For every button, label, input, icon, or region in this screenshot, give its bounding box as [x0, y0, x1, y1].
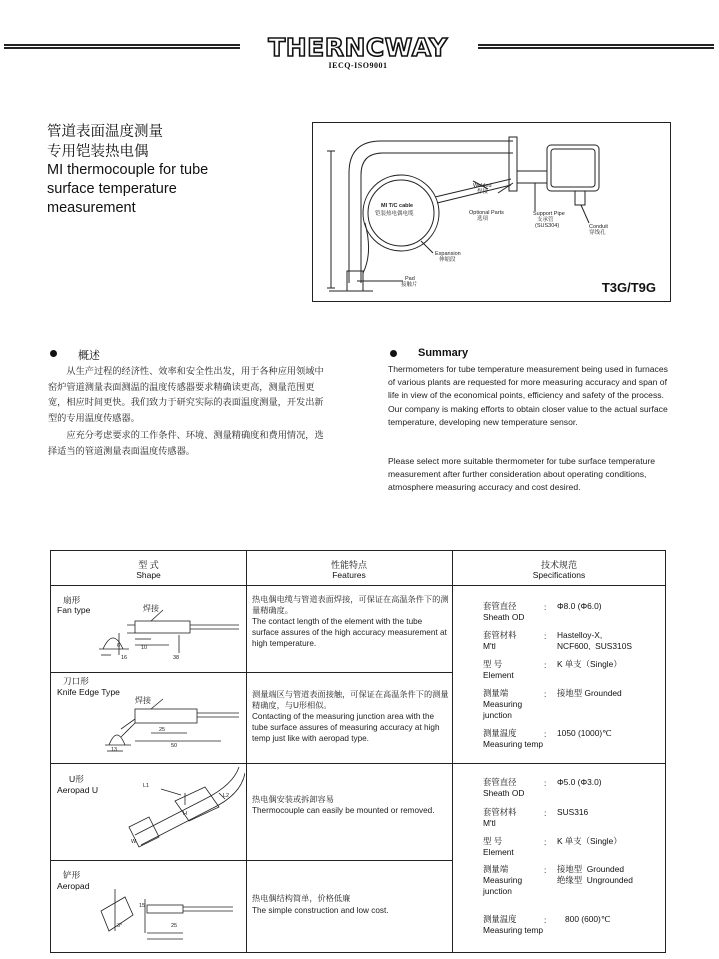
spec-value: Φ8.0 (Φ6.0) [557, 601, 602, 611]
spec-value: 接地型 Grounded 绝缘型 Ungrounded [557, 864, 633, 885]
spec-label-en: M'tl [483, 641, 496, 651]
spec-colon: : [544, 660, 547, 670]
summary-en-para1: Thermometers for tube temperature measurement being used in furnaces of various plants are requested for more measuring accuracy and span of life in view of the economical points, efficiency and safety of the process. Our company is making efforts to obtain closer value to the actual surface temperature, developing new temperature sensor. [388, 364, 668, 427]
spec-label-en: Element [483, 670, 514, 680]
aeropad-drawing [95, 871, 235, 951]
spec-colon: : [544, 602, 547, 612]
dim-label: H [183, 811, 187, 817]
spec-colon: : [544, 808, 547, 818]
dim-label: 13 [111, 747, 118, 753]
label-cable-cn: 铠装热电偶电缆 [375, 211, 414, 217]
spec-label-cn: 型 号 [483, 836, 503, 846]
spec-label-cn: 测量温度 [483, 728, 517, 738]
features-knife-en: Contacting of the measuring junction area with the tube surface assures of measuring accuracy at high temp just like with aeropad type. [252, 712, 440, 743]
header-rule-left [4, 44, 240, 49]
features-aeropad-en: The simple construction and low cost. [252, 906, 389, 915]
spec-value: Hastelloy-X, NCF600, SUS310S [557, 630, 632, 651]
shape-aeropad-cn: 铲形 [63, 870, 81, 880]
title-en-line1: MI thermocouple for tube [47, 162, 209, 178]
shape-fan-en: Fan type [57, 605, 91, 615]
spec-label-cn: 测量端 [483, 864, 509, 874]
spec-label-cn: 测量温度 [483, 914, 517, 924]
spec-label-en: Element [483, 847, 514, 857]
spec-colon: : [544, 778, 547, 788]
dim-label: L2 [223, 793, 230, 799]
dim-label: 焊接 [135, 696, 151, 705]
title-cn-line1: 管道表面温度测量 [47, 124, 163, 140]
label-pad-cn: 接触片 [401, 282, 418, 288]
label-welded-en: Welded [473, 183, 492, 189]
dim-label: L1 [143, 783, 150, 789]
spec-label-cn: 测量端 [483, 688, 509, 698]
label-expansion-en: Expansion [435, 251, 461, 257]
features-fan-cn: 热电偶电缆与管道表面焊接，可保证在高温条件下的测量精确度。 [252, 595, 449, 615]
label-cable-en: MI T/C cable [381, 203, 414, 209]
dim-label: 15 [139, 903, 146, 909]
dim-label: 25 [159, 727, 166, 733]
col-divider [452, 551, 453, 952]
brand-logo: THERNCWAY [268, 33, 448, 62]
spec-colon: : [544, 915, 547, 925]
shape-aeropad-u-cn: U形 [69, 774, 84, 784]
row-divider [51, 672, 452, 673]
dim-label: 50 [171, 743, 178, 749]
header-features-en: Features [332, 570, 366, 580]
row-divider [51, 585, 665, 586]
spec-value: K 单支（Single） [557, 836, 622, 846]
spec-value: Φ5.0 (Φ3.0) [557, 777, 602, 787]
spec-label-cn: 型 号 [483, 659, 503, 669]
spec-value: SUS316 [557, 807, 589, 817]
header-spec-cn: 技术规范 [540, 560, 577, 570]
label-conduit-en: Conduit [589, 224, 608, 230]
label-optional-en: Optional Parts [469, 210, 504, 216]
title-en-line2: surface temperature [47, 181, 177, 197]
spec-label-en: Measuring temp [483, 925, 544, 935]
spec-colon: : [544, 729, 547, 739]
spec-value: 接地型 Grounded [557, 688, 622, 698]
dim-label: 6 [117, 643, 121, 649]
summary-cn-heading: 概述 [78, 350, 100, 362]
features-aeropad-u-cn: 热电偶安装或拆卸容易 [252, 795, 334, 804]
dim-label: 焊接 [143, 604, 159, 613]
dim-label: 16 [121, 655, 128, 661]
model-number: T3G/T9G [601, 280, 656, 295]
col-divider [246, 551, 247, 952]
shape-aeropad-u-en: Aeropad U [57, 785, 99, 795]
header-features-cn: 性能特点 [330, 560, 367, 570]
spec-colon: : [544, 837, 547, 847]
header-spec-en: Specifications [532, 570, 586, 580]
features-aeropad-cn: 热电偶结构简单，价格低廉 [252, 894, 351, 903]
bullet-icon [50, 350, 57, 357]
features-aeropad-u-en: Thermocouple can easily be mounted or removed. [252, 806, 435, 815]
dim-label: W [131, 839, 137, 845]
spec-label-en: Sheath OD [483, 788, 525, 798]
spec-label-en: Measuring junction [483, 875, 523, 896]
label-support-en: Support Pipe [533, 211, 565, 217]
spec-colon: : [544, 689, 547, 699]
certification-text: IECQ-ISO9001 [328, 61, 388, 70]
shape-fan-cn: 扇形 [63, 595, 81, 605]
header-rule-right [478, 44, 714, 49]
dim-label: 10 [141, 645, 148, 651]
label-expansion-cn: 伸缩段 [439, 257, 456, 263]
spec-label-en: Measuring temp [483, 739, 544, 749]
fan-type-drawing [91, 605, 241, 667]
label-pad-en: Pad [405, 276, 415, 282]
dim-label: 25 [171, 923, 178, 929]
spec-colon: : [544, 631, 547, 641]
bullet-icon [390, 350, 397, 357]
dim-label: 38 [173, 655, 180, 661]
label-welded-cn: 焊接 [477, 189, 489, 195]
spec-label-en: Sheath OD [483, 612, 525, 622]
dim-label: 3° [117, 923, 123, 929]
summary-en-para2: Please select more suitable thermometer for tube surface temperature measurement after further consideration about operating conditions, atmosphere measuring accuracy and cost desired. [388, 456, 656, 493]
label-optional-cn: 选项 [477, 216, 489, 222]
features-fan-en: The contact length of the element with the tube surface assures of the high accuracy measurement at high temperature. [252, 617, 447, 648]
spec-label-cn: 套管材料 [483, 630, 517, 640]
spec-value: K 单支（Single） [557, 659, 622, 669]
title-en-line3: measurement [47, 200, 136, 216]
label-support-mat: (SUS304) [535, 223, 560, 229]
spec-label-cn: 套管直径 [483, 777, 517, 787]
spec-colon: : [544, 865, 547, 875]
row-divider [51, 860, 452, 861]
shape-aeropad-en: Aeropad [57, 881, 90, 891]
title-cn-line2: 专用铠装热电偶 [47, 144, 149, 160]
spec-value: 800 (600)℃ [565, 914, 611, 924]
label-conduit-cn: 穿线孔 [589, 230, 606, 236]
summary-en-heading: Summary [418, 347, 469, 359]
spec-value: 1050 (1000)℃ [557, 728, 612, 738]
shape-knife-cn: 刀口形 [63, 676, 89, 686]
spec-label-en: M'tl [483, 818, 496, 828]
spec-label-cn: 套管材料 [483, 807, 517, 817]
summary-cn-para1: 从生产过程的经济性、效率和安全性出发，用于各种应用领域中窑炉管道测量表面测温的温度传感器要求精确读更高，测量范围更宽，相应时间更快。我们致力于研究实际的表面温度测量，开发出新型的专用温度传感器。 [48, 366, 324, 423]
header-shape-cn: 型 式 [138, 560, 159, 570]
features-knife-cn: 测量端区与管道表面接触，可保证在高温条件下的测量精确度，与U形相似。 [252, 690, 449, 710]
product-diagram [312, 122, 671, 302]
summary-cn-para2: 应充分考虑要求的工作条件、环境、测量精确度和费用情况，选择适当的管道测量表面温度传感器。 [48, 430, 324, 456]
shape-knife-en: Knife Edge Type [57, 687, 120, 697]
header-shape-en: Shape [136, 570, 161, 580]
row-divider [51, 763, 665, 764]
label-support-cn: 支承管 [537, 217, 554, 223]
spec-label-en: Measuring junction [483, 699, 523, 720]
spec-label-cn: 套管直径 [483, 601, 517, 611]
spec-table [50, 550, 666, 953]
